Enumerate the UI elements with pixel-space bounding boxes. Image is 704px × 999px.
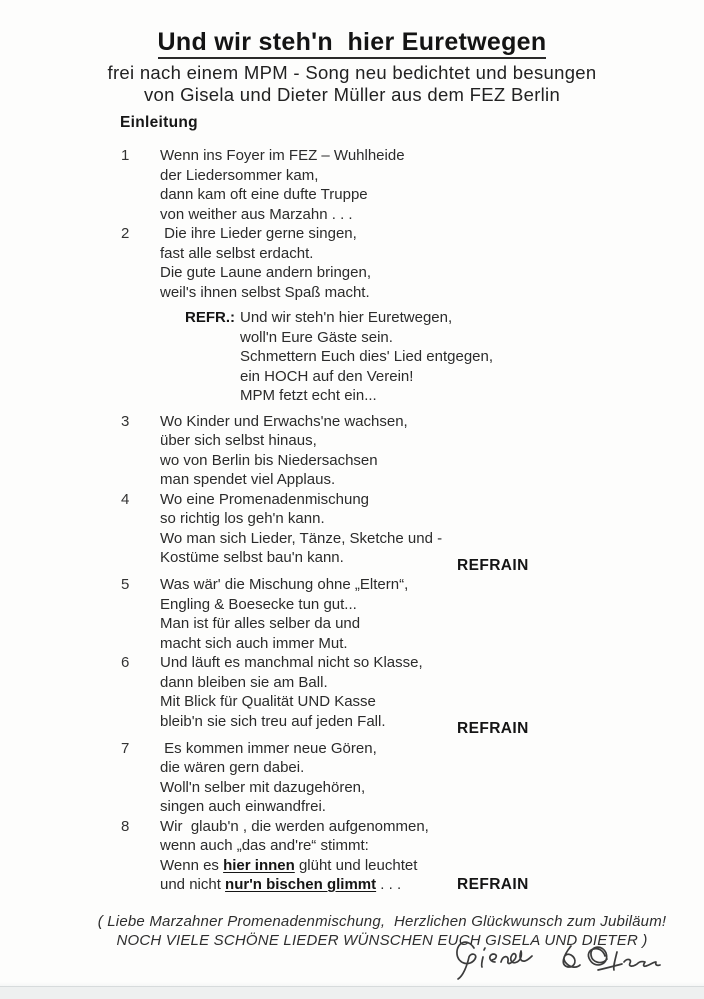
verse-text: Wir glaub'n , die werden aufgenommen, xyxy=(160,817,429,835)
verse-line xyxy=(160,836,704,856)
emphasized-text: hier innen xyxy=(223,856,295,874)
verse-line xyxy=(160,797,704,817)
verse-line xyxy=(160,529,704,549)
refrain-block xyxy=(185,308,704,406)
verse-lines xyxy=(160,653,704,731)
verse-line xyxy=(160,653,704,673)
verse-text: Woll'n selber mit dazugehören, xyxy=(160,778,366,796)
verse-line xyxy=(160,412,704,432)
verse-text: Die ihre Lieder gerne singen, xyxy=(160,225,357,242)
verse-line xyxy=(160,875,704,895)
verse-line xyxy=(160,758,704,778)
verse-line xyxy=(160,692,704,712)
verse-text: glüht und leuchtet xyxy=(294,856,418,874)
refrain-marker: REFRAIN xyxy=(457,876,529,893)
song-title-text: Und wir steh'n hier Euretwegen xyxy=(158,28,547,59)
verse-line xyxy=(160,739,704,759)
verse-text: Engling & Boesecke tun gut... xyxy=(160,595,357,613)
verse-lines xyxy=(160,739,704,817)
verse-text: macht sich auch immer Mut. xyxy=(160,634,348,652)
verse-text: dann bleiben sie am Ball. xyxy=(160,673,328,691)
verse-text: Wenn es xyxy=(160,856,224,874)
verse-text: Wenn ins Foyer im FEZ – Wuhlheide xyxy=(160,147,405,164)
verse xyxy=(0,817,704,895)
verse-line xyxy=(160,614,704,634)
verse-line xyxy=(160,166,704,186)
verse-line xyxy=(160,431,704,451)
verse xyxy=(0,739,704,817)
verse-line xyxy=(160,575,704,595)
verse-line xyxy=(160,778,704,798)
verse-text: der Liedersommer kam, xyxy=(160,166,319,184)
verse-text: über sich selbst hinaus, xyxy=(160,432,317,449)
section-heading: Einleitung xyxy=(120,114,198,131)
verse-text: von weither aus Marzahn . . . xyxy=(160,205,353,223)
verse-text: Mit Blick für Qualität UND Kasse xyxy=(160,693,376,710)
refrain-line: Und wir steh'n hier Euretwegen, xyxy=(240,309,453,326)
refrain-label: REFR.: xyxy=(185,309,235,326)
verse-line xyxy=(160,263,704,283)
verse-text: Die gute Laune andern bringen, xyxy=(160,264,371,281)
verse-text: Was wär' die Mischung ohne „Eltern“, xyxy=(160,576,409,593)
song-title xyxy=(0,27,704,57)
verse-text: wenn auch „das and're“ stimmt: xyxy=(160,837,369,854)
verse-text: Wo man sich Lieder, Tänze, Sketche und - xyxy=(160,529,443,547)
subtitle-line-2: von Gisela und Dieter Müller aus dem FEZ Berlin xyxy=(143,84,561,105)
refrain-line: ein HOCH auf den Verein! xyxy=(240,367,414,385)
verse xyxy=(0,575,704,653)
subtitle-line-1: frei nach einem MPM - Song neu bedichtet und besungen xyxy=(107,62,597,83)
verse-text: Es kommen immer neue Gören, xyxy=(160,739,377,757)
verse-lines xyxy=(160,490,704,568)
verse-line xyxy=(160,185,704,205)
emphasized-text: nur'n bischen glimmt xyxy=(225,876,377,893)
refrain-line: woll'n Eure Gäste sein. xyxy=(240,328,393,346)
verse-text: Kostüme selbst bau'n kann. xyxy=(160,549,344,566)
verse-line xyxy=(160,548,704,568)
verse-line xyxy=(160,470,704,490)
verse-text: Wo eine Promenadenmischung xyxy=(160,490,370,508)
verse-text: so richtig los geh'n kann. xyxy=(160,510,325,527)
verse-lines xyxy=(160,817,704,895)
verse-text: man spendet viel Applaus. xyxy=(160,471,336,488)
footer-dedication-line-2: NOCH VIELE SCHÖNE LIEDER WÜNSCHEN EUCH GISELA UND DIETER ) xyxy=(116,931,648,949)
verse-line xyxy=(160,712,704,732)
verse-line xyxy=(160,244,704,264)
verse-number: 4 xyxy=(121,490,130,508)
verse-number: 6 xyxy=(121,654,130,671)
verse-text: Und läuft es manchmal nicht so Klasse, xyxy=(160,654,423,671)
verse-line xyxy=(160,205,704,225)
verse-line xyxy=(160,634,704,654)
verse xyxy=(0,224,704,302)
verse-text: die wären gern dabei. xyxy=(160,759,305,776)
verse-lines xyxy=(160,224,704,302)
verse-text: und nicht xyxy=(160,876,226,893)
lyrics xyxy=(0,146,704,895)
verse-line xyxy=(160,490,704,510)
verse-text: . . . xyxy=(376,876,402,893)
verse-number: 5 xyxy=(121,576,130,593)
refrain-marker: REFRAIN xyxy=(457,720,529,737)
verse-lines xyxy=(160,146,704,224)
verse-line xyxy=(160,509,704,529)
verse-text: Wo Kinder und Erwachs'ne wachsen, xyxy=(160,412,408,430)
verse-text: dann kam oft eine dufte Truppe xyxy=(160,186,368,203)
verse-line xyxy=(160,817,704,837)
refrain-lines xyxy=(240,308,704,406)
footer-dedication-line-1: ( Liebe Marzahner Promenadenmischung, Herzlichen Glückwunsch zum Jubiläum! xyxy=(97,912,667,930)
verse-text: singen auch einwandfrei. xyxy=(160,798,326,815)
verse-text: Man ist für alles selber da und xyxy=(160,615,361,632)
verse-line xyxy=(160,856,704,876)
verse-text: bleib'n sie sich treu auf jeden Fall. xyxy=(160,712,386,730)
verse-number: 8 xyxy=(121,817,130,835)
verse-line xyxy=(160,595,704,615)
verse xyxy=(0,146,704,224)
verse-number: 2 xyxy=(121,225,130,242)
verse-lines xyxy=(160,412,704,490)
verse-line xyxy=(160,146,704,166)
verse-lines xyxy=(160,575,704,653)
verse-number: 1 xyxy=(121,147,130,164)
scan-bottom-edge xyxy=(0,986,704,999)
verse-text: fast alle selbst erdacht. xyxy=(160,244,314,262)
verse-text: weil's ihnen selbst Spaß macht. xyxy=(160,283,370,301)
refrain-line: Schmettern Euch dies' Lied entgegen, xyxy=(240,348,494,365)
verse-text: wo von Berlin bis Niedersachsen xyxy=(160,451,378,469)
verse-number: 3 xyxy=(121,412,130,430)
refrain-marker: REFRAIN xyxy=(457,556,529,574)
verse-number: 7 xyxy=(121,739,130,757)
verse-line xyxy=(160,451,704,471)
verse-line xyxy=(160,673,704,693)
header xyxy=(0,27,704,106)
verse-line xyxy=(160,224,704,244)
verse-line xyxy=(160,283,704,303)
refrain-line: MPM fetzt echt ein... xyxy=(240,387,377,404)
verse xyxy=(0,412,704,490)
